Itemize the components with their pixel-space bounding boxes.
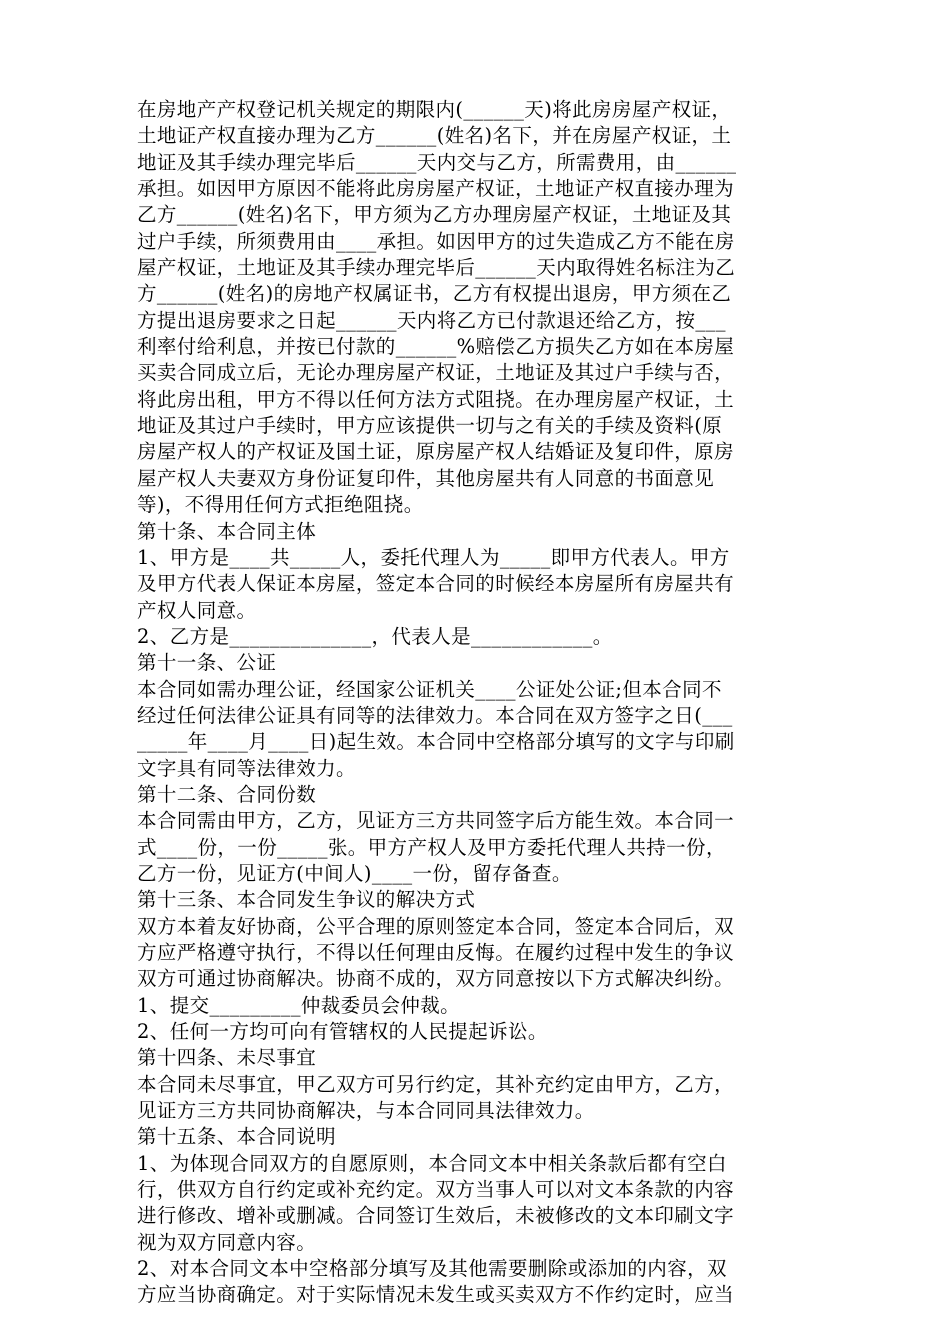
text-line: 地证及其过户手续时，甲方应该提供一切与之有关的手续及资料(原 bbox=[137, 414, 723, 438]
text-line: 屋产权证，土地证及其手续办理完毕后______天内取得姓名标注为乙 bbox=[137, 256, 736, 280]
text-line: 第十四条、未尽事宜 bbox=[137, 1046, 317, 1070]
text-line: 第十三条、本合同发生争议的解决方式 bbox=[137, 888, 476, 912]
text-line: _____年____月____日)起生效。本合同中空格部分填写的文字与印刷 bbox=[137, 730, 735, 754]
text-line: 方______(姓名)的房地产权属证书，乙方有权提出退房，甲方须在乙 bbox=[137, 282, 732, 306]
text-line: 2、乙方是______________，代表人是____________。 bbox=[137, 624, 613, 648]
text-line: 及甲方代表人保证本房屋，签定本合同的时候经本房屋所有房屋共有 bbox=[137, 572, 735, 596]
text-line: 乙方一份，见证方(中间人)____一份，留存备查。 bbox=[137, 861, 572, 885]
text-line: 方应严格遵守执行，不得以任何理由反悔。在履约过程中发生的争议 bbox=[137, 941, 735, 964]
text-line: 进行修改、增补或删减。合同签订生效后，未被修改的文本印刷文字 bbox=[137, 1204, 735, 1228]
text-line: 方提出退房要求之日起______天内将乙方已付款退还给乙方，按___ bbox=[137, 308, 726, 332]
text-line: 过户手续，所须费用由____承担。如因甲方的过失造成乙方不能在房 bbox=[137, 229, 735, 253]
text-line: 在房地产产权登记机关规定的期限内(______天)将此房房屋产权证， bbox=[137, 98, 732, 121]
text-line: 土地证产权直接办理为乙方______(姓名)名下，并在房屋产权证，土 bbox=[137, 124, 732, 148]
text-line: 房屋产权人的产权证及国土证，原房屋产权人结婚证及复印件，原房 bbox=[137, 440, 735, 464]
text-line: 屋产权人夫妻双方身份证复印件，其他房屋共有人同意的书面意见 bbox=[137, 466, 715, 490]
text-line: 视为双方同意内容。 bbox=[137, 1230, 317, 1254]
text-line: 见证方三方共同协商解决，与本合同同具法律效力。 bbox=[137, 1099, 595, 1123]
text-line: 方应当协商确定。对于实际情况未发生或买卖双方不作约定时，应当 bbox=[137, 1283, 735, 1307]
text-line: 文字具有同等法律效力。 bbox=[137, 756, 356, 780]
text-line: 1、为体现合同双方的自愿原则，本合同文本中相关条款后都有空白 bbox=[137, 1151, 727, 1175]
text-line: 地证及其手续办理完毕后______天内交与乙方，所需费用，由______ bbox=[137, 150, 737, 174]
text-line: 式____份，一份_____张。甲方产权人及甲方委托代理人共持一份， bbox=[137, 835, 726, 859]
text-line: 本合同需由甲方，乙方，见证方三方共同签字后方能生效。本合同一 bbox=[137, 809, 735, 833]
text-line: 行，供双方自行约定或补充约定。双方当事人可以对文本条款的内容 bbox=[137, 1178, 735, 1202]
document-body bbox=[137, 97, 817, 1309]
text-line: 第十五条、本合同说明 bbox=[137, 1125, 337, 1149]
text-line: 1、甲方是____共_____人，委托代理人为_____即甲方代表人。甲方 bbox=[137, 545, 730, 569]
text-line: 本合同如需办理公证，经国家公证机关____公证处公证;但本合同不 bbox=[137, 677, 722, 701]
text-line: 利率付给利息，并按已付款的______%赔偿乙方损失乙方如在本房屋 bbox=[137, 335, 735, 359]
text-line: 2、任何一方均可向有管辖权的人民提起诉讼。 bbox=[137, 1020, 548, 1044]
text-line: 第十一条、公证 bbox=[137, 651, 277, 675]
text-line: 第十二条、合同份数 bbox=[137, 782, 317, 806]
text-line: 将此房出租，甲方不得以任何方法方式阻挠。在办理房屋产权证，土 bbox=[137, 387, 735, 411]
text-line: 买卖合同成立后，无论办理房屋产权证，土地证及其过户手续与否， bbox=[137, 361, 735, 385]
text-line: 2、对本合同文本中空格部分填写及其他需要删除或添加的内容，双 bbox=[137, 1257, 727, 1281]
text-line: 1、提交_________仲裁委员会仲裁。 bbox=[137, 993, 461, 1017]
text-line: 等)，不得用任何方式拒绝阻挠。 bbox=[137, 493, 424, 517]
text-line: 乙方______(姓名)名下，甲方须为乙方办理房屋产权证，土地证及其 bbox=[137, 203, 732, 227]
text-line: 第十条、本合同主体 bbox=[137, 519, 317, 543]
text-line: 本合同未尽事宜，甲乙双方可另行约定，其补充约定由甲方，乙方， bbox=[137, 1072, 735, 1096]
text-line: 双方本着友好协商，公平合理的原则签定本合同，签定本合同后，双 bbox=[137, 914, 735, 938]
text-line: 双方可通过协商解决。协商不成的，双方同意按以下方式解决纠纷。 bbox=[137, 967, 735, 991]
text-line: 产权人同意。 bbox=[137, 598, 257, 622]
text-line: 经过任何法律公证具有同等的法律效力。本合同在双方签字之日(___ bbox=[137, 703, 733, 727]
text-line: 承担。如因甲方原因不能将此房房屋产权证，土地证产权直接办理为 bbox=[137, 177, 735, 201]
